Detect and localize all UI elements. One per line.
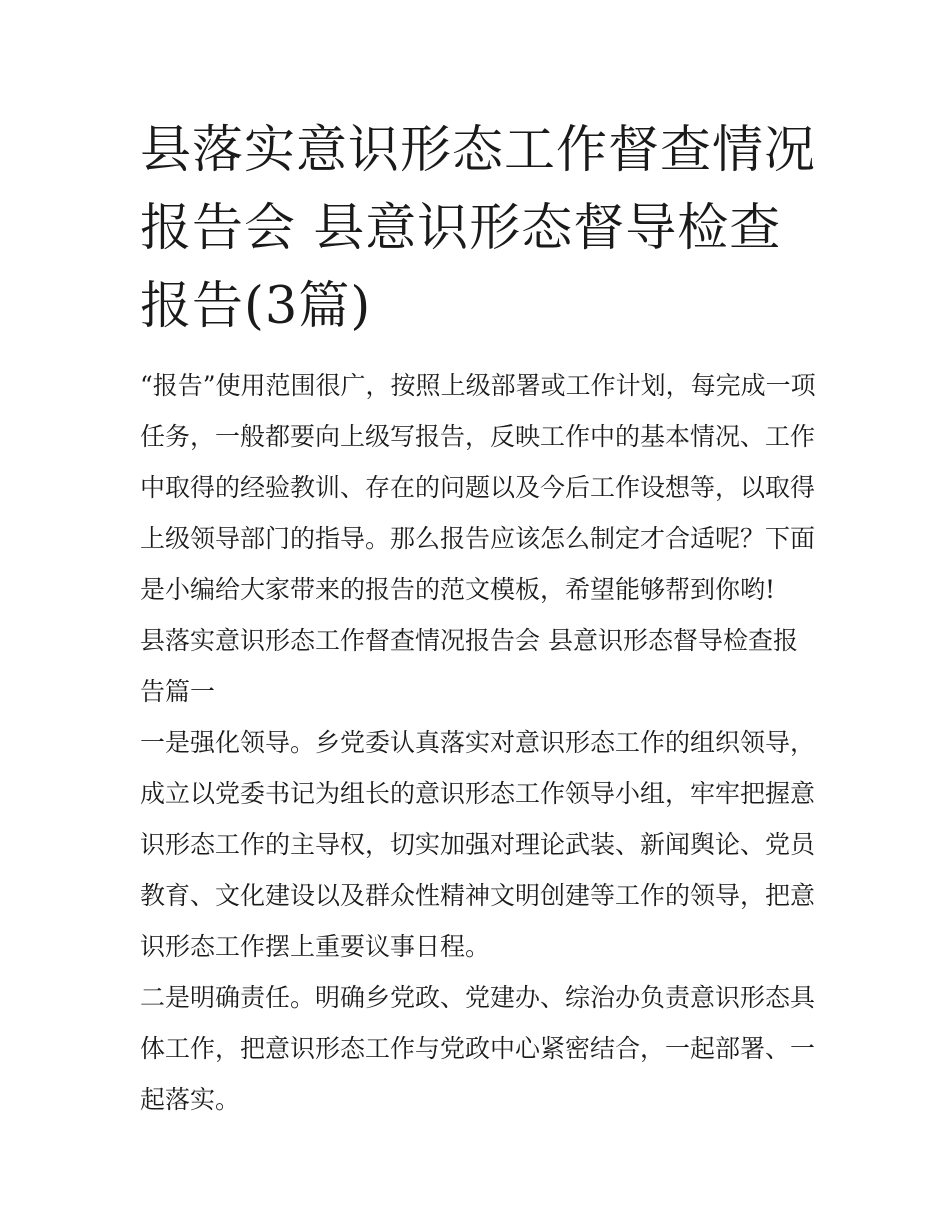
document-body [140,360,820,1125]
document-page [140,112,820,1125]
document-title: 县落实意识形态工作督查情况报告会 县意识形态督导检查报告(3篇) [140,121,817,336]
point-two-paragraph: 二是明确责任。明确乡党政、党建办、综治办负责意识形态具体工作，把意识形态工作与党政中心紧密结合，一起部署、一起落实。 [140,983,816,1114]
intro-paragraph: “报告”使用范围很广，按照上级部署或工作计划，每完成一项任务，一般都要向上级写报告，反映工作中的基本情况、工作中取得的经验教训、存在的问题以及今后工作设想等，以取得上级领导部门的指导。那么报告应该怎么制定才合适呢？下面是小编给大家带来的报告的范文模板，希望能够帮到你哟! [140,371,816,604]
point-one-paragraph: 一是强化领导。乡党委认真落实对意识形态工作的组织领导，成立以党委书记为组长的意识形态工作领导小组，牢牢把握意识形态工作的主导权，切实加强对理论武装、新闻舆论、党员教育、文化建设以及群众性精神文明创建等工作的领导，把意识形态工作摆上重要议事日程。 [140,728,816,961]
section-heading: 县落实意识形态工作督查情况报告会 县意识形态督导检查报告篇一 [140,626,798,706]
